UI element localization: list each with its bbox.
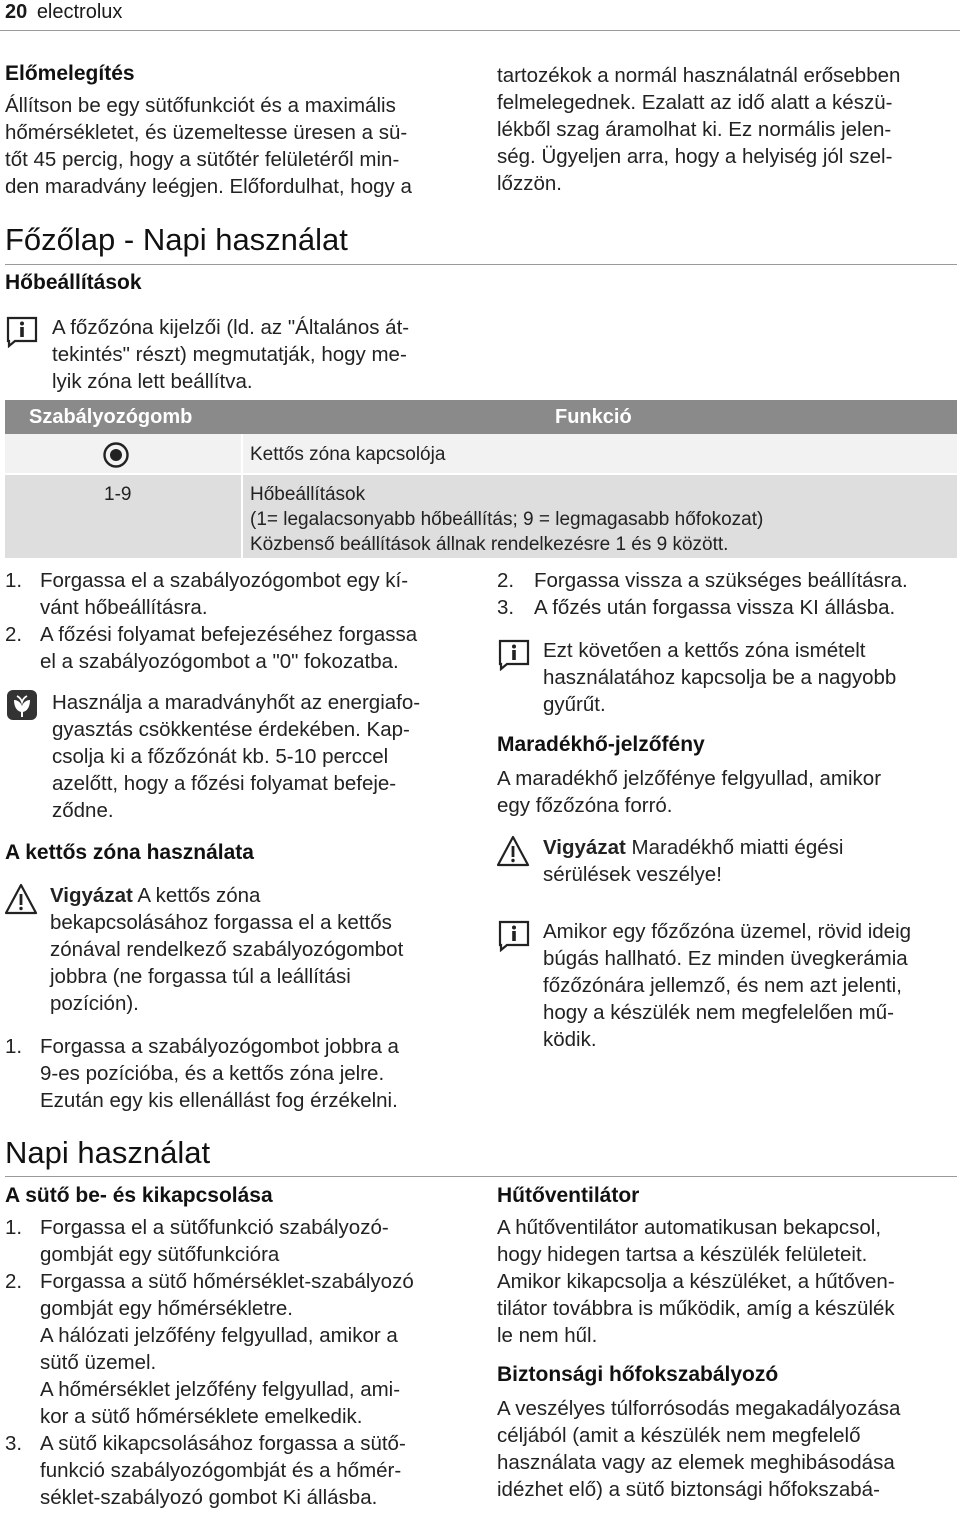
text-line: el a szabályozógombot a "0" fokozatba.	[40, 650, 399, 673]
text-line	[543, 834, 843, 861]
preheat-left-text	[5, 92, 412, 200]
text-line: sérülések veszélye!	[543, 863, 722, 886]
safety-thermostat-text	[497, 1395, 900, 1503]
hob-info-text	[52, 314, 409, 395]
list-number: 1.	[5, 569, 23, 592]
text-line: séklet-szabályozó gombot Ki állásba.	[40, 1486, 378, 1509]
text-line: 9-es pozícióba, és a kettős zóna jelre.	[40, 1062, 385, 1085]
text-line: vánt hőbeállításra.	[40, 596, 208, 619]
residual-warning	[543, 834, 843, 888]
section-title-hob: Főzőlap - Napi használat	[5, 222, 348, 257]
text-line: gyűrűt.	[543, 693, 606, 716]
warning-label: Vigyázat	[543, 836, 626, 859]
hob-steps-right	[497, 567, 908, 621]
residual-heat-text	[497, 765, 881, 819]
text-line: A veszélyes túlforrósodás megakadályozása	[497, 1397, 901, 1420]
list-number: 3.	[497, 596, 515, 619]
text-line: A hőmérséklet jelzőfény felgyullad, ami-	[40, 1378, 401, 1401]
header-rule	[0, 30, 960, 31]
table-cell-function	[250, 482, 763, 557]
text-line: Hőbeállítások	[250, 484, 366, 505]
list-item	[5, 621, 475, 675]
cooling-fan-text	[497, 1214, 895, 1349]
hob-steps-left	[5, 567, 475, 675]
text-line: céljából (amit a készülék nem megfelelő	[497, 1424, 861, 1447]
section-rule	[5, 1176, 957, 1177]
table-cell-knob: 1-9	[104, 484, 132, 505]
list-number: 3.	[5, 1432, 23, 1455]
text-line: hogy hidegen tartsa a készülék felületeit.	[497, 1243, 868, 1266]
text-line: A főzőzóna kijelzői (ld. az "Általános át-	[52, 316, 410, 339]
text-line: Forgassa el a szabályozógombot egy kí-	[40, 569, 409, 592]
text-line: használata vagy az elemek meghibásodása	[497, 1451, 895, 1474]
text-line: jobbra (ne forgassa túl a leállítási	[50, 965, 351, 988]
text-line: főzőzónára jellemző, és nem azt jelenti,	[543, 974, 902, 997]
table-cell-function: Kettős zóna kapcsolója	[250, 444, 446, 465]
text-line: Forgassa a szabályozógombot jobbra a	[40, 1035, 399, 1058]
row-divider	[5, 473, 957, 475]
text-line: gyasztás csökkentése érdekében. Kap-	[52, 718, 410, 741]
text-line: Amikor kikapcsolja a készüléket, a hűtőven-	[497, 1270, 895, 1293]
list-item	[5, 1430, 414, 1511]
text-line: lékből szag áramolhat ki. Ez normális jelen-	[497, 118, 892, 141]
text-line: le nem hűl.	[497, 1324, 598, 1347]
text-line: használatához kapcsolja be a nagyobb	[543, 666, 897, 689]
text-line: tartozékok a normál használatnál erősebben	[497, 64, 901, 87]
text-line: hogy a készülék nem megfelelően mű-	[543, 1001, 894, 1024]
info-icon	[5, 314, 39, 348]
text-line: Forgassa a sütő hőmérséklet-szabályozó	[40, 1270, 414, 1293]
text-line: Közbenső beállítások állnak rendelkezésre 1 és 9 között.	[250, 534, 729, 555]
list-item	[5, 1214, 414, 1268]
heat-settings-title: Hőbeállítások	[5, 271, 142, 294]
page-number: 20	[5, 1, 28, 23]
text-line: ködik.	[543, 1028, 597, 1051]
text-line: tőt 45 percig, hogy a sütőtér felületéről min-	[5, 148, 400, 171]
info-icon	[497, 918, 531, 952]
text-line: sütő üzemel.	[40, 1351, 157, 1374]
dual-zone-icon	[102, 441, 130, 469]
warning-label: Vigyázat	[50, 884, 133, 907]
column-header-function: Funkció	[555, 406, 632, 428]
oven-onoff-title: A sütő be- és kikapcsolása	[5, 1184, 273, 1207]
list-number: 1.	[5, 1035, 23, 1058]
text-line: Állítson be egy sütőfunkciót és a maximális	[5, 94, 396, 117]
warning-text: A kettős zóna	[132, 884, 261, 907]
text-line: A maradékhő jelzőfénye felgyullad, amikor	[497, 767, 882, 790]
list-item	[497, 594, 908, 621]
text-line: búgás hallható. Ez minden üvegkerámia	[543, 947, 908, 970]
text-line: csolja ki a főzőzónát kb. 5-10 perccel	[52, 745, 389, 768]
text-line: zónával rendelkező szabályozógombot	[50, 938, 404, 961]
list-number: 1.	[5, 1216, 23, 1239]
text-line: A hűtőventilátor automatikusan bekapcsol,	[497, 1216, 882, 1239]
text-line: tilátor továbbra is működik, amíg a készülék	[497, 1297, 895, 1320]
warning-icon	[496, 834, 530, 868]
page-header	[5, 0, 122, 24]
text-line: azelőtt, hogy a főzési folyamat befeje-	[52, 772, 397, 795]
list-item	[5, 567, 475, 621]
text-line: egy főzőzóna forró.	[497, 794, 673, 817]
preheat-title: Előmelegítés	[5, 62, 135, 85]
dual-zone-warning	[50, 882, 403, 1017]
list-item	[5, 1268, 414, 1430]
text-line: A főzés után forgassa vissza KI állásba.	[534, 596, 896, 619]
text-line: (1= legalacsonyabb hőbeállítás; 9 = legmagasabb hőfokozat)	[250, 509, 764, 530]
warning-text: Maradékhő miatti égési	[625, 836, 844, 859]
residual-heat-title: Maradékhő-jelzőfény	[497, 733, 705, 756]
dual-zone-title: A kettős zóna használata	[5, 841, 254, 864]
section-rule	[5, 264, 957, 265]
hum-info-text	[543, 918, 911, 1053]
text-line: pozíción).	[50, 992, 139, 1015]
list-number: 2.	[497, 569, 515, 592]
text-line: ség. Ügyeljen arra, hogy a helyiség jól szel-	[497, 145, 893, 168]
text-line: bekapcsolásához forgassa el a kettős	[50, 911, 392, 934]
text-line: funkció szabályozógombját és a hőmér-	[40, 1459, 402, 1482]
text-line: idézhet elő) a sütő biztonsági hőfokszabá-	[497, 1478, 880, 1501]
text-line: hőmérsékletet, és üzemeltesse üresen a sü-	[5, 121, 408, 144]
text-line: Ezt követően a kettős zóna ismételt	[543, 639, 866, 662]
text-line: A hálózati jelzőfény felgyullad, amikor a	[40, 1324, 398, 1347]
brand-name: electrolux	[36, 1, 123, 23]
table-row	[5, 434, 957, 474]
safety-thermostat-title: Biztonsági hőfokszabályozó	[497, 1363, 779, 1386]
text-line: lyik zóna lett beállítva.	[52, 370, 253, 393]
column-divider	[241, 434, 243, 558]
column-header-knob: Szabályozógomb	[29, 406, 193, 428]
text-line: ződne.	[52, 799, 114, 822]
text-line	[50, 882, 403, 909]
text-line: den maradvány leégjen. Előfordulhat, hogy a	[5, 175, 412, 198]
section-title-daily: Napi használat	[5, 1135, 211, 1170]
text-line: Használja a maradványhőt az energiafo-	[52, 691, 421, 714]
eco-note-text	[52, 689, 420, 824]
text-line: A sütő kikapcsolásához forgassa a sütő-	[40, 1432, 406, 1455]
text-line: gombját egy sütőfunkcióra	[40, 1243, 280, 1266]
text-line: lőzzön.	[497, 172, 562, 195]
text-line: tekintés" részt) megmutatják, hogy me-	[52, 343, 407, 366]
preheat-right-text	[497, 62, 900, 197]
warning-icon	[4, 882, 38, 916]
text-line: felmelegednek. Ezalatt az idő alatt a készü-	[497, 91, 893, 114]
text-line: Ezután egy kis ellenállást fog érzékelni.	[40, 1089, 398, 1112]
oven-steps	[5, 1214, 414, 1511]
cooling-fan-title: Hűtőventilátor	[497, 1184, 640, 1207]
list-item	[497, 567, 908, 594]
list-number: 2.	[5, 623, 23, 646]
text-line: gombját egy hőmérsékletre.	[40, 1297, 293, 1320]
dual-zone-info-text	[543, 637, 896, 718]
table-header	[5, 400, 957, 434]
text-line: Forgassa el a sütőfunkció szabályozó-	[40, 1216, 389, 1239]
info-icon	[497, 637, 531, 671]
eco-leaf-icon	[5, 688, 39, 722]
text-line: kor a sütő hőmérséklete emelkedik.	[40, 1405, 363, 1428]
list-number: 2.	[5, 1270, 23, 1293]
text-line: Forgassa vissza a szükséges beállításra.	[534, 569, 908, 592]
list-item	[5, 1033, 399, 1114]
text-line: A főzési folyamat befejezéséhez forgassa	[40, 623, 418, 646]
text-line: Amikor egy főzőzóna üzemel, rövid ideig	[543, 920, 912, 943]
